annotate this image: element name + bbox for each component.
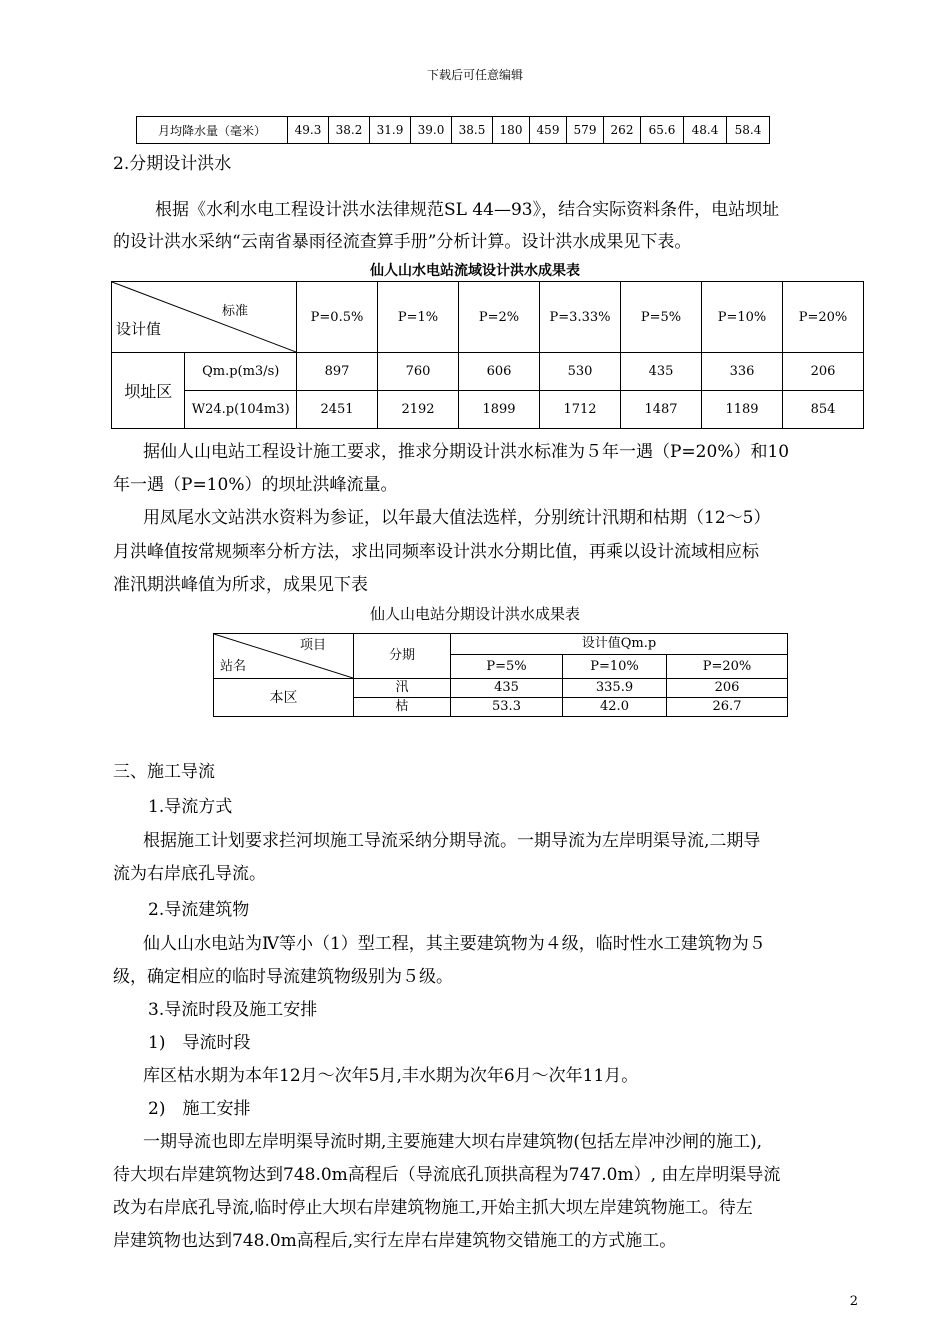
table-cell: 206 <box>783 353 864 391</box>
staged-flood-table <box>213 633 788 717</box>
table-cell: 1487 <box>621 391 702 429</box>
corner-bottom-label: 站名 <box>220 659 247 674</box>
paragraph-line: 用凤尾水文站洪水资料为参证，以年最大值法选样，分别统计汛期和枯期（12～5） <box>143 508 771 528</box>
column-header: P=5% <box>451 655 563 679</box>
paragraph-line: 准汛期洪峰值为所求，成果见下表 <box>113 575 368 595</box>
table-header-row <box>214 634 788 655</box>
paragraph-line: 仙人山水电站为Ⅳ等小（1）型工程，其主要建筑物为４级，临时性水工建筑物为５ <box>143 934 766 954</box>
diagonal-line <box>112 282 296 352</box>
table-cell: 1189 <box>702 391 783 429</box>
table-cell: 1712 <box>540 391 621 429</box>
table-cell: 606 <box>459 353 540 391</box>
corner-bottom-label: 设计值 <box>116 320 162 338</box>
table-cell: 180 <box>493 117 530 144</box>
page-header: 下载后可任意编辑 <box>426 68 523 82</box>
table-cell: 31.9 <box>370 117 411 144</box>
table-row <box>112 391 864 429</box>
page-number: 2 <box>849 1294 858 1309</box>
table-row <box>137 117 770 144</box>
table-cell: 2192 <box>378 391 459 429</box>
table-cell: 579 <box>567 117 604 144</box>
table-cell: 336 <box>702 353 783 391</box>
paragraph-line: 年一遇（P=10%）的坝址洪峰流量。 <box>113 475 398 495</box>
row-label: W24.p(104m3) <box>185 391 297 429</box>
column-header: P=20% <box>667 655 788 679</box>
table-cell: 897 <box>297 353 378 391</box>
table-caption: 仙人山水电站流域设计洪水成果表 <box>370 263 580 279</box>
table-cell: 459 <box>530 117 567 144</box>
column-header: P=10% <box>563 655 667 679</box>
paragraph-line: 根据施工计划要求拦河坝施工导流采纳分期导流。一期导流为左岸明渠导流,二期导 <box>143 831 761 851</box>
subsection-heading: 1.导流方式 <box>148 797 233 817</box>
diagonal-header-cell <box>214 634 354 679</box>
table-cell: 2451 <box>297 391 378 429</box>
paragraph-line: 库区枯水期为本年12月～次年5月,丰水期为次年6月～次年11月。 <box>143 1066 639 1086</box>
row-label: Qm.p(m3/s) <box>185 353 297 391</box>
paragraph-line: 待大坝右岸建筑物达到748.0m高程后（导流底孔顶拱高程为747.0m）, 由左岸明渠导流 <box>113 1165 781 1185</box>
table-row <box>112 353 864 391</box>
period-header: 分期 <box>354 634 451 679</box>
design-value-header: 设计值Qm.p <box>451 634 788 655</box>
table-cell: 206 <box>667 679 788 698</box>
row-group-label: 坝址区 <box>112 353 185 429</box>
paragraph-line: 改为右岸底孔导流,临时停止大坝右岸建筑物施工,开始主抓大坝左岸建筑物施工。待左 <box>113 1198 753 1218</box>
paragraph-line: 流为右岸底孔导流。 <box>113 864 266 884</box>
corner-top-label: 标准 <box>222 304 249 319</box>
table-cell: 38.2 <box>329 117 370 144</box>
table-cell: 42.0 <box>563 698 667 717</box>
table-cell: 435 <box>451 679 563 698</box>
corner-top-label: 项目 <box>300 638 327 653</box>
period-label: 汛 <box>354 679 451 698</box>
table-cell: 854 <box>783 391 864 429</box>
design-flood-table <box>111 281 864 429</box>
table-cell: 262 <box>604 117 641 144</box>
table-cell: 48.4 <box>684 117 727 144</box>
subsection-heading: 2) 施工安排 <box>148 1099 251 1119</box>
table-row <box>214 679 788 698</box>
paragraph-line: 据仙人山电站工程设计施工要求，推求分期设计洪水标准为５年一遇（P=20%）和10 <box>143 442 790 462</box>
table-cell: 65.6 <box>641 117 684 144</box>
table-header-row <box>112 282 864 353</box>
subsection-heading: 2.导流建筑物 <box>148 900 250 920</box>
column-header: P=5% <box>621 282 702 353</box>
section-heading: 2.分期设计洪水 <box>113 154 232 174</box>
paragraph-line: 月洪峰值按常规频率分析方法，求出同频率设计洪水分期比值，再乘以设计流域相应标 <box>113 542 759 562</box>
table-cell: 53.3 <box>451 698 563 717</box>
column-header: P=3.33% <box>540 282 621 353</box>
paragraph-line: 岸建筑物也达到748.0m高程后,实行左岸右岸建筑物交错施工的方式施工。 <box>113 1231 677 1251</box>
site-label: 本区 <box>214 679 354 717</box>
paragraph-line: 一期导流也即左岸明渠导流时期,主要施建大坝右岸建筑物(包括左岸冲沙闸的施工), <box>143 1132 763 1152</box>
column-header: P=20% <box>783 282 864 353</box>
column-header: P=0.5% <box>297 282 378 353</box>
diagonal-header-cell <box>112 282 297 353</box>
subsection-heading: 3.导流时段及施工安排 <box>148 1000 318 1020</box>
period-label: 枯 <box>354 698 451 717</box>
table-cell: 335.9 <box>563 679 667 698</box>
subsection-heading: 1) 导流时段 <box>148 1033 251 1053</box>
column-header: P=1% <box>378 282 459 353</box>
table-cell: 39.0 <box>411 117 452 144</box>
column-header: P=2% <box>459 282 540 353</box>
table-cell: 435 <box>621 353 702 391</box>
table-cell: 26.7 <box>667 698 788 717</box>
table-cell: 530 <box>540 353 621 391</box>
paragraph-line: 的设计洪水采纳“云南省暴雨径流查算手册”分析计算。设计洪水成果见下表。 <box>113 232 692 252</box>
table-cell: 1899 <box>459 391 540 429</box>
paragraph-line: 级，确定相应的临时导流建筑物级别为５级。 <box>113 967 453 987</box>
rainfall-table <box>136 116 770 144</box>
table-row-label: 月均降水量（毫米） <box>137 117 288 144</box>
table-cell: 58.4 <box>727 117 770 144</box>
table-cell: 49.3 <box>288 117 329 144</box>
column-header: P=10% <box>702 282 783 353</box>
section-heading: 三、施工导流 <box>113 762 215 782</box>
table-cell: 760 <box>378 353 459 391</box>
table-cell: 38.5 <box>452 117 493 144</box>
table-caption: 仙人山电站分期设计洪水成果表 <box>369 605 580 623</box>
paragraph-line: 根据《水利水电工程设计洪水法律规范SL 44—93》，结合实际资料条件，电站坝址 <box>155 200 780 220</box>
